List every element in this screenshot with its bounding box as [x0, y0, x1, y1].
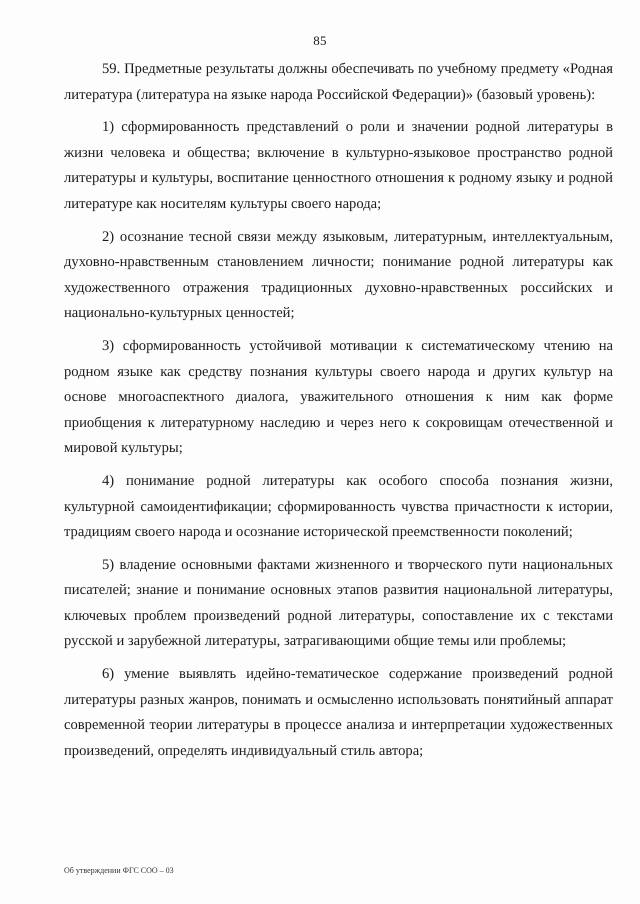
paragraph-intro: 59. Предметные результаты должны обеспечивать по учебному предмету «Родная литература (литература на языке народа Российской Федерации)» (базовый уровень):	[64, 61, 613, 103]
paragraph-item-2: 2) осознание тесной связи между языковым, литературным, интеллектуальным, духовно-нравственным становлением личности; понимание родной литературы как художественного отражения традиционных духовно-нравственных российских и национально-культурных ценностей;	[64, 228, 613, 322]
document-footer: Об утверждении ФГС СОО – 03	[64, 866, 174, 875]
paragraph-item-6: 6) умение выявлять идейно-тематическое содержание произведений родной литературы разных жанров, понимать и осмысленно использовать понятийный аппарат современной теории литературы в процессе анализа и интерпретации художественных произведений, определять индивидуальный стиль автора;	[64, 666, 613, 759]
page-number: 85	[313, 33, 327, 48]
paragraph-item-3: 3) сформированность устойчивой мотивации к систематическому чтению на родном языке как средству познания культуры своего народа и других культур на основе многоаспектного диалога, уважительного отношения к ним как форме приобщения к литературному наследию и через него к сокровищам отечественной и мировой культуры;	[64, 337, 613, 457]
paragraph-item-1: 1) сформированность представлений о роли и значении родной литературы в жизни человека и общества; включение в культурно-языковое пространство родной литературы и культуры, воспитание ценностного отношения к родному языку и родной литературе как носителям культуры своего народа;	[64, 119, 613, 212]
paragraph-item-4: 4) понимание родной литературы как особого способа познания жизни, культурной самоидентификации; сформированность чувства причастности к истории, традициям своего народа и осознание исторической преемственности поколений;	[64, 472, 613, 541]
document-body	[64, 57, 613, 771]
paragraph-item-5: 5) владение основными фактами жизненного и творческого пути национальных писателей; знание и понимание основных этапов развития национальной литературы, ключевых проблем произведений родной литературы, сопоставление их с текстами русской и зарубежной литературы, затрагивающими общие темы или проблемы;	[64, 556, 613, 650]
